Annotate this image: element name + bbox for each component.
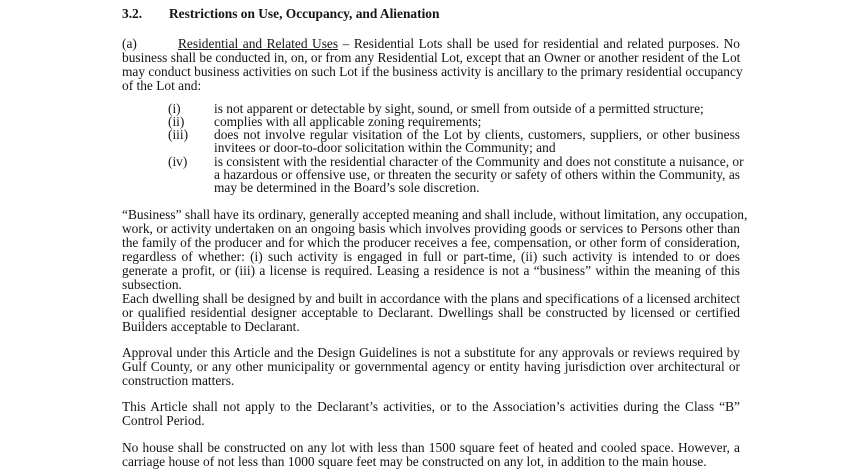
condition-text: a hazardous or offensive use, or threaten the security or safety of others within the Community, as <box>214 167 740 182</box>
section-title: Restrictions on Use, Occupancy, and Alienation <box>169 6 440 21</box>
subsection-a-line-2: business shall be conducted in, on, or from any Residential Lot, except that an Owner or another resident of the Lot <box>122 50 741 65</box>
condition-text: invitees or door-to-door solicitation within the Community; and <box>214 140 556 155</box>
condition-number: (iv) <box>168 154 188 169</box>
subsection-a-line-4: of the Lot and: <box>122 78 202 93</box>
condition-text: complies with all applicable zoning requirements; <box>214 114 482 129</box>
condition-number: (i) <box>168 101 181 116</box>
condition-number: (iii) <box>168 127 189 142</box>
condition-text: is consistent with the residential character of the Community and does not constitute a nuisance, or <box>214 154 744 169</box>
subsection-heading: Residential and Related Uses <box>178 36 339 51</box>
section-number: 3.2. <box>122 6 143 21</box>
subsection-label: (a) <box>122 36 137 51</box>
condition-number: (ii) <box>168 114 185 129</box>
subsection-a-line-1: (a) Residential and Related Uses – Residential Lots shall be used for residential and related purposes. No <box>122 36 740 51</box>
section-heading <box>122 7 740 21</box>
subsection-a-line-3: may conduct business activities on such Lot if the business activity is ancillary to the primary residential occupancy <box>122 64 743 79</box>
condition-text: may be determined in the Board’s sole discretion. <box>214 180 480 195</box>
document-page: 3.2. Restrictions on Use, Occupancy, and Alienation (a) Residential and Related Uses – Residential Lots shall be used for residential and related purposes. No business shall be conducted in, on, or from any Residential Lot, except that an Owner or another resident of the Lot may conduct business activities on such Lot if the business activity is ancillary to the primary residential occupancy of the Lot and: (i) is not apparent or detectable by sight, sound, or smell from outside of a permitted structure; (ii) complies with all applicable zoning requirements; (iii) does not involve regular visitation of the Lot by clients, customers, suppliers, or other business invitees or door-to-door solicitation within the Community; and (iv) is consistent with the residential character of the Community and does not constitute a nuisance, or a hazardous or offensive use, or threaten the security or safety of others within the Community, as may be determined in the Board’s sole discretion. “Business” shall have its ordinary, generally accepted meaning and shall include, without limitation, any occupation, work, or activity undertaken on an ongoing basis which involves providing goods or services to Persons other than the family of the producer and for which the producer receives a fee, compensation, or other form of consideration, regardless of whether: (i) such activity is engaged in full or part-time, (ii) such activity is intended to or does generate a profit, or (iii) a license is required. Leasing a residence is not a “business” within the meaning of this subsection. Each dwelling shall be designed by and built in accordance with the plans and specifications of a licensed architect or qualified residential designer acceptable to Declarant. Dwellings shall be constructed by licensed or certified Builders acceptable to Declarant. Approval under this Article and the Design Guidelines is not a substitute for any approvals or reviews required by Gulf County, or any other municipality or governmental agency or entity having jurisdiction over architectural or construction matters. This Article shall not apply to the Declarant’s activities, or to the Association’s activities during the Class “B” Control Period. No house shall be constructed on any lot with less than 1500 square feet of heated and cooled space. However, a carriage house of not less than 1000 square feet may be constructed on any lot, in addition to the main house. <box>122 6 748 469</box>
condition-text: is not apparent or detectable by sight, sound, or smell from outside of a permitted structure; <box>214 101 704 116</box>
condition-text: does not involve regular visitation of the Lot by clients, customers, suppliers, or other business <box>214 127 740 142</box>
